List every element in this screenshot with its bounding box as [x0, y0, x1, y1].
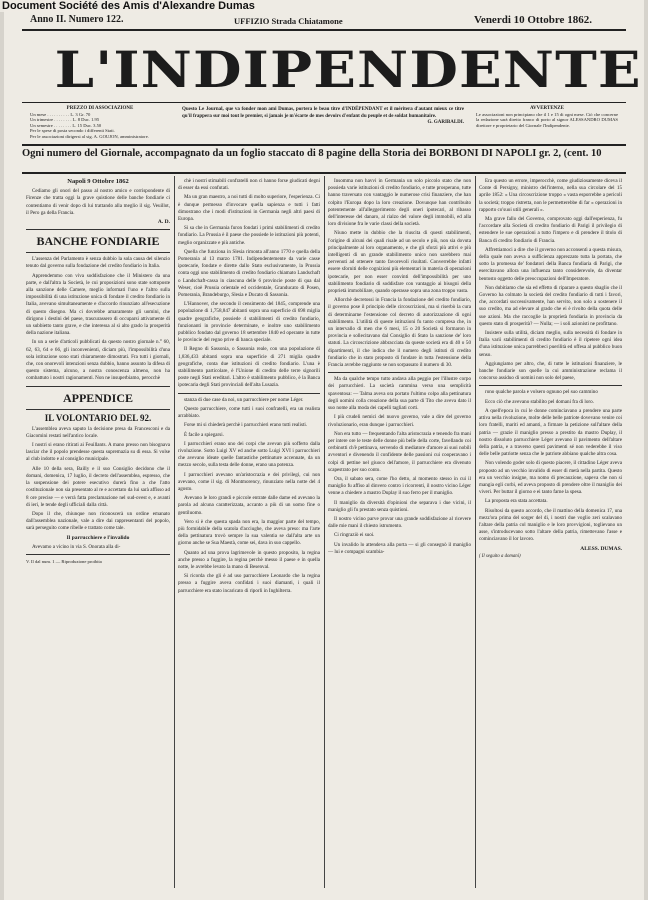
serial-paragraph: I parrucchieri avevano un'aristocrazia e dei privilegi, cui non avevano, come il sig. di Montmorency, rinunziato nella notte del 4 agosto. — [178, 471, 320, 492]
price-line: Per le spese di posta secondo i differenti Stati. — [30, 128, 115, 134]
serial-paragraph: Forse mi si chiederà perchè i parrucchieri erano tutti realisti. — [184, 422, 308, 429]
serial-paragraph: L'assemblea aveva saputo la decisione presa da Francesconi e da Giacomini restati nell'antico locale. — [26, 425, 170, 439]
price-line: Un semestre . . . . . . . . L. 15 Duc. 3.50 — [30, 122, 102, 128]
article-paragraph: L'Hannover, che secondo il censimento del 1845, comprende una popolazione di 1,758,847 abitanti sopra una superficie di 698 miglia quadre geografiche, possiede 4 stabilimenti di credito fondiario, funzionanti in provincie determinate, e inoltre uno stabilimento pubblico fondato dal governo 18 settembre 1840 ed operante in tutte le provincie del regno prive di banca speciale. — [178, 301, 320, 344]
banner-bottom-rule — [22, 172, 626, 174]
serial-title: IL VOLONTARIO DEL 92. — [44, 412, 152, 423]
footnote: V. Il dal num. 1 — Riproduzione proibita — [26, 558, 102, 564]
serial-paragraph: A quell'epoca in cui le donne cominciavano a prendere una parte attiva nella rivoluzione, molte delle belle patriote dovevano venire coi loro fratelli, mariti ed amanti, a firmare la petizione sull'altare della patria — grazie il maniglio presso a prestito da mastro Duplay, il nostro dissoluto parrucchiere Léger avevano il pavimento dell'altare della patria, e a traverso questi pavimenti sé non vederebbe il viso delle belle patriotte senza che le patriote abbiano qualche altra cosa. — [479, 407, 622, 458]
banner-top-rule — [22, 144, 626, 146]
newspaper-title: L'INDIPENDENTE — [54, 40, 642, 99]
price-line: Un mese . . . . . . . . . . L. 3 Gr. 70 — [30, 111, 91, 117]
watermark: Document Société des Amis d'Alexandre Dumas — [2, 0, 255, 12]
article-paragraph: Apprendemmo con viva soddisfazione che il Ministero da una parte, e dall'altra la Società, le cui proposizioni sono state sottoposte alla sanzione delle Camere, meglio informati l'uno e l'altro sulla impossibilità di una istituzione unica di fondare il credito fondiario in Italia, avevano simultaneamente e d'accordo rinunziato all'esecuzione di questo disegno. Ma ci dovrebbe amaramente gli uomini, che dirigono i destini del paese, trascurassero di occuparsi attivamente di un subbietto tanto grave, e che interessa al sì alto grado la prosperità della nazione italiana. — [26, 272, 170, 337]
serial-paragraph: Il maniglio da diversità d'opinioni che separava i due vicini, il maniglio gli fu prestato senza quistioni. — [328, 499, 471, 513]
article-paragraph: Ma un gran maestro, a noi tutti di molto superiore, l'esperienza. Ci è dunque permesso d'invocare quella sapienza e tutti i fatti dimostrano che i modi d'istituzioni in Germania negli altri paesi di Europa. — [178, 194, 320, 223]
column-4 — [479, 178, 622, 890]
motto-text: Questo Le Journal, que va fonder mon ami Dumas, portera le beau titre d'INDÉPENDANT et il méritera d'autant mieux ce titre qu'il frappera sur moi tout le premier, si jamais je m'écarte de mes devoirs d'enfant du peuple et de soldat humanitaire. — [182, 107, 464, 119]
intro-signature: A. D. — [157, 219, 170, 226]
column-rule — [475, 176, 476, 888]
serial-paragraph: Risoltosi da questo accordo, che il mattino della domenica 17, una mezz'ora prima del sorger del di, i nostri due voglio zeri scalavano l'altare della patria col maniglio e le loro provvigioni, toglievano un asse, s'introducevano sotto l'altare della patria, rimettevano l'asse e cominciavano il lor lavoro. — [479, 507, 622, 543]
serial-paragraph: I più crudeli nemici del nuovo governo, vale a dire del governo rivoluzionario, eran dunque i parrucchieri. — [328, 414, 471, 428]
chapter-heading: Il parrucchiere e l'invalido — [66, 534, 130, 541]
serial-paragraph: Alle 10 della sera, Bailly e il suo Consiglio decidono che il domani, domenica, 17 luglio, il decreto dell'assemblea, espresso, che la sospensione dei potere esecutivo durerà fino a che l'atto costituzionale non sia presentato al re e accettato da lui sarà affisso ad 8 ore precise — e verrà fatta preclamazione nel sud-ovest e, e avanti di ieri, le tende degli ufficiali dalla città. — [26, 465, 170, 508]
article-paragraph: L'assenza del Parlamento è senza dubbio la sola causa del silenzio tenuto dal governo sulla fondazione del credito fondiario in Italia. — [26, 256, 170, 270]
divider — [328, 372, 471, 373]
price-line: Un trimestre . . . . . . . . L. 8 Duc. 1.95 — [30, 117, 100, 123]
serial-paragraph: Avevamo a vicino in via S. Onorata alla di- — [32, 543, 121, 550]
notice-box-heading: AVVERTENZE — [530, 106, 564, 111]
serial-paragraph: Non era tutto — frequentando l'alta aristocrazia e tenendo fra mani per intere ore le teste delle donne più belle della corte, favellando coi cerbinotti ch'è pettinava, servendo di mediatore d'amore ai suoi nobili avventori e divenendo il confidente delle passioni cui cooperavano i colpi di pettine nel giuoco dell'amore, il parrucchiere era divenuto scapestrato per suo conto. — [328, 430, 471, 473]
article-paragraph: Insomma non havvi in Germania un solo piccolo stato che non possieda varie istituzioni di credito fondiario, e tutte prosperano, tutte hanno traversato con vantaggio le numerose crisi finanziere, che han colpito l'Europa dopo la loro creazione. Dovunque han contribuito potentemente all'alleggerimento degli oneri ipotecari, al ribasso dell'interesse del danaro, al rialzo del valore degli immobili, ed alla loro divisione fra le varie classi della società. — [328, 178, 471, 228]
article-paragraph: Il Regno di Sassonia, o Sassonia reale, con una popolazione di 1,836,433 abitanti sopra una superficie di 271 miglia quadre geografiche, conta due istituzioni di credito fondiario. L'una è stabilimento particolare, è l'Unione di credito delle terre signorili poste negli Stati ereditari. L'altro è stabilimento pubblico, è la Banca ipotecaria degli Stati provinciali dell'alta Lusazia. — [178, 346, 320, 389]
serial-paragraph: Si ricorda che gli è ad uso parrucchiere Leonardo che la regina presso a fuggire aveva confidati i suoi diamanti, i quali il parrucchiere era stato incaricato di riporli in Inghilterra. — [178, 573, 320, 594]
serial-paragraph: Ma da qualche tempo tutto andava alla peggio per l'illustre corpo dei parrucchieri. La società cammina verso una semplicità spaventosa: — Talma aveva ora portato l'ultimo colpo alla pettinatura degli uomini colla creazione della sua parte di Tito che aveva dato il suo nome alla moda dei capelli tagliati corti. — [328, 376, 471, 412]
serial-paragraph: Un invalido lo attendeva alla porta — si gli consegnò il maniglio — lui e compagni scambia- — [328, 541, 471, 555]
notice-text: Le associazioni non principiano che il 1 e 15 di ogni mese. Ciò che concerne la redazione sarà diretto franco di porto al signor ALESSANDRO DUMAS direttore e proprietario del Giornale l'Indipendente. — [476, 111, 618, 128]
serial-paragraph: Avevano le loro grandi e piccole entrate dalle dame ed avevano la parola ad alcuna caratterizzata, accanto a più di un uomo fine o gentiluomo. — [178, 495, 320, 516]
column-2 — [178, 178, 320, 890]
newspaper-page — [4, 0, 644, 900]
serial-paragraph: Ci ringraziò ei suoi. — [334, 532, 375, 539]
serial-paragraph: Quanto ad una prova lagrimevole in questo proposito, la regina anche presso a fuggire, la regina perchè messo il paese e in quella notte, le avrebbe levato la mano di Besenval. — [178, 549, 320, 570]
serial-paragraph: È facile a spiegarsi. — [184, 431, 224, 438]
divider — [479, 385, 622, 386]
column-1 — [26, 178, 170, 890]
column-rule — [324, 176, 325, 888]
serial-paragraph: Ecco ciò che avevano stabilito pel domani fra di loro. — [485, 398, 594, 405]
article-paragraph: Era questo un errore, imperocchè, come giudiziosamente diceva il Conte di Persigny, ministro dell'interno, nella sua circolare del 15 aprile 1852: « Una circoscrizione troppo « vasta esporrebbe a pericoli la società; troppo ristretta, non le permetterebbe di far « operazioni in rapporto co'suoi utili generali ». — [479, 178, 622, 213]
divider — [26, 229, 170, 230]
article-paragraph: Allorchè decretossi in Francia la fondazione del credito fondiario, il governo pose il principio delle circoscrizioni, ma si riserbò la cura di determinarne l'estensione col decreto di autorizzazione di ogni stabilimento. L'utilità di queste istituzioni fu tanto compresa che, in un intervallo di men che 6 mesi, 15 o 20 Società si formaron in provincia e sollecitavano dal Consiglio di Stato la sanzione de' loro statuti. La circoscrizione abbracciata da queste società era di 40 o 50 dipartimenti, il che indica che il numero degli istituti di credito fondiario che in stato proposto di fondare in tutta l'estensione della Francia avrebbe raggiunto se non sorpassato il numero di 30. — [328, 297, 471, 369]
article-paragraph: Si sa che in Germania furon fondati i primi stabilimenti di credito fondiario. La Prussia è il paese che possiede le istituzioni più potenti, meglio organizzate e più antiche. — [178, 225, 320, 246]
divider — [26, 409, 170, 410]
dateline: Napoli 9 Ottobre 1862 — [67, 178, 129, 185]
serial-paragraph: Vero si è che questa spada non era, la maggior parte del tempo, più formidabile della scatola d'acciughe, che aveva preso: ma l'arte della pettinatura trovò sempre la sua valentia se dall'alta arte un giorno anche se Sua Maestà, come sei, dava in suo cappello. — [178, 518, 320, 547]
divider — [178, 393, 320, 394]
article-paragraph: Quella che funziona in Slesia rimonta all'anno 1770 e quella della Pomerania al 13 marzo 1781. Indipendentemente da varie casse ipotecarie, fondate e dirette dallo Stato esclusivamente, la Prussia conta oggi uno stabilimento di credito fondiario chiamato Landschaft o Landschaft-cassa in ciascuna delle 6 provincie poste di qua dal Weser, cioè Prussia orientale ed occidentale, Granducato di Posen, Pomerania, Brandeburgo, Slesia e Ducato di Sassonia. — [178, 248, 320, 299]
serial-paragraph: Questo parrucchiere, come tutti i suoi confratelli, era un realista arrabbiato. — [178, 405, 320, 420]
article-paragraph: Affrettiamoci a dire che il governo non acconsentì a questa misura, della quale non aveva a sufficienza apprezzato tutta la portata, che sotto la promessa de' fondatori della Banca fondiaria di Parigi, che esercitavano allora una influenza tanto considerevole, da diventar bentosto oggetto delle preoccupazioni dell'Imperatore. — [479, 246, 622, 282]
serial-paragraph: I parrucchieri erano uno dei corpi che avevan più sofferto dalla rivoluzione. Sotto Luigi XV ed anche sotto Luigi XVI i parrucchieri che avevano ideate quelle fantastiche pettinature accennate, da un mezzo secolo, sulla testa delle donne, erano una potenza. — [178, 440, 320, 469]
price-box-heading: PREZZO DI ASSOCIAZIONE — [66, 106, 134, 111]
column-3 — [328, 178, 471, 890]
article-paragraph: Aggiungiamo per altro, che, di tutte le istituzioni finanziere, le banche fondiarie son quelle la cui amministrazione reclama il concorso assiduo di uomini non solo del paese, — [479, 360, 622, 382]
article-paragraph: Insistere sulla utilità, diciam meglio, sulla necessità di fondare in Italia varii stabilimenti di credito fondiario è il ripetere ogni idea d'una istituzione unica parrebbeci puerilità ed offesa al pubblico buon senso. — [479, 330, 622, 358]
motto-signature: G. GARIBALDI. — [427, 120, 464, 126]
notice-box — [476, 106, 618, 128]
supplement-banner: Ogni numero del Giornale, accompagnato da un foglio staccato di 8 pagine della Storia dei BORBONI DI NAPOLI gr. 2, (cent. 10 — [22, 148, 602, 159]
price-box — [30, 106, 170, 140]
author-signature: ALESS. DUMAS. — [580, 545, 622, 552]
serial-paragraph: stanza di due case da noi, un parrucchiere per nome Léger. — [184, 396, 304, 403]
price-line: Per le associazioni dirigersi al sig. A. GOUJON, amministratore. — [30, 133, 149, 139]
issue-date: Venerdi 10 Ottobre 1862. — [474, 14, 592, 26]
divider — [26, 252, 170, 253]
article-paragraph: chè i nostri stimabili confratelli non ci hanno forse giudicati degni di esser da essi confutati. — [178, 178, 320, 192]
intro-paragraph: Cediamo gli onori del passo al nostro amico e corrispondente di Firenze che tratta oggi la grave quistione delle banche fondiarie ci contentiamo di venir dopo di lui trattando alla meglio il sig. Veuillot, il Pero ga della Francia. — [26, 188, 170, 216]
serial-paragraph: Il nostro vicino parve provar una grande soddisfazione al ricevere dalle mie mani il chiesto istrumento. — [328, 515, 471, 530]
serial-paragraph: La proposta era stata accettata. — [485, 498, 548, 505]
issue-number: Anno II. Numero 122. — [30, 14, 124, 25]
divider — [26, 554, 170, 555]
serial-paragraph: I nostri si erano ritirati ai Feuillants. A mano presso non bisognava lasciar che il popolo prendesse questa supremazia su di essa. Si volse al club indotto e al consiglio municipale. — [26, 442, 170, 463]
article-paragraph: In un a serie d'articoli pubblicati da questo nostro giornale n.° 60, 62, 63, 64 e 66, gli inconvenienti, diciam più, l'impossibilità d'una sola istituzione sono stati chiaramente dimostrati. Fra tutti i giornali, che, con onorevoli intenzioni senza dubbio, hanno assunto la difesa di questo sistema, alcuno, a nostra conoscenza almeno, non ha combattuto i nostri ragionamenti. Non ne insuperbiamo, perocchè — [26, 339, 170, 382]
serial-paragraph: Ora, il sabato sera, come l'ho detto, al momento stesso in cui il maniglio fu affiso al dinvero contro i ricorrenti, il nostro vicino Léger venne a chiedere a mastro Duplay il suo ferro per il maniglio. — [328, 475, 471, 497]
appendix-heading: APPENDICE — [62, 390, 133, 405]
article-paragraph: Niuno mette in dubbio che la riuscita di questi stabilimenti, l'origine di alcuni dei quali risale ad un secolo e più, non sia dovuta principalmente al loro organamento, e che gli sforzi più attivi e più intelligenti di un grande stabilimento unico non sarebbero mai pervenuti ad ottenere tanto favorevoli risultati. Converrebbe infatti essere sforniti delle cognizioni più elementari in materia di operazioni ipotecarie, per non esser convinti dell'impossibilità per uno stabilimento fondiario di soddisfare con vantaggio ai bisogni della proprietà immobiliare, quando operasse sopra una zona troppo vasta. — [328, 230, 471, 295]
office-address: UFFIZIO Strada Chiatamone — [234, 16, 343, 26]
article-paragraph: Ma grave fallo del Governo, comprovato oggi dall'esperienza, fu l'accordare alla Società di credito fondiario di Parigi il privilegio di estendere le sue operazioni a tutto l'impero e di prendere il titolo di Banca di credito fondiario di Francia. — [479, 216, 622, 244]
continuation-note: ( Il seguito a domani) — [479, 553, 521, 559]
top-rule — [22, 29, 626, 31]
garibaldi-motto — [182, 107, 464, 127]
serial-paragraph: rono qualche parola e volsero ognuno pel suo cammino — [485, 389, 598, 396]
article-paragraph: Non dubitiamo che sia ed effetto di riparare a questo sbaglio che il Governo ha colmato la società del credito fondiario di tutti i favori, che, accordati successivamente, han servito, non solo a sostenere il suo credito, ma ad elevare al grado che ei è rivolto della quota delle sue azioni. Ma che raccoglie la proprietà fondiaria in provincia da questo stato di prosperità? — Nulla; — i soli azionisti ne profittano. — [479, 284, 622, 327]
divider — [26, 386, 170, 387]
article-heading: BANCHE FONDIARIE — [36, 234, 160, 249]
serial-paragraph: Dopo il che, chiunque non riconoscerà un ordine emanato dall'assemblea nazionale, vale a dire dai rappresentanti del popolo, sarà perseguito come ribelle e trattato come tale. — [26, 510, 170, 532]
serial-paragraph: Non volendo goder solo di questo piacere, il cittadino Léger aveva proposto ad un vecchio invalido di esser di metà nella partita. Questo era un vecchio insigne, ma nomo di precauzione, sapeva che non si mangia egli corbi, ed aveva proposto di prendere oltre il maniglio dei viveri. Per buttar il giorno e ei tanto farne la spesa. — [479, 460, 622, 496]
column-rule — [174, 176, 175, 888]
masthead-rule — [22, 102, 626, 103]
